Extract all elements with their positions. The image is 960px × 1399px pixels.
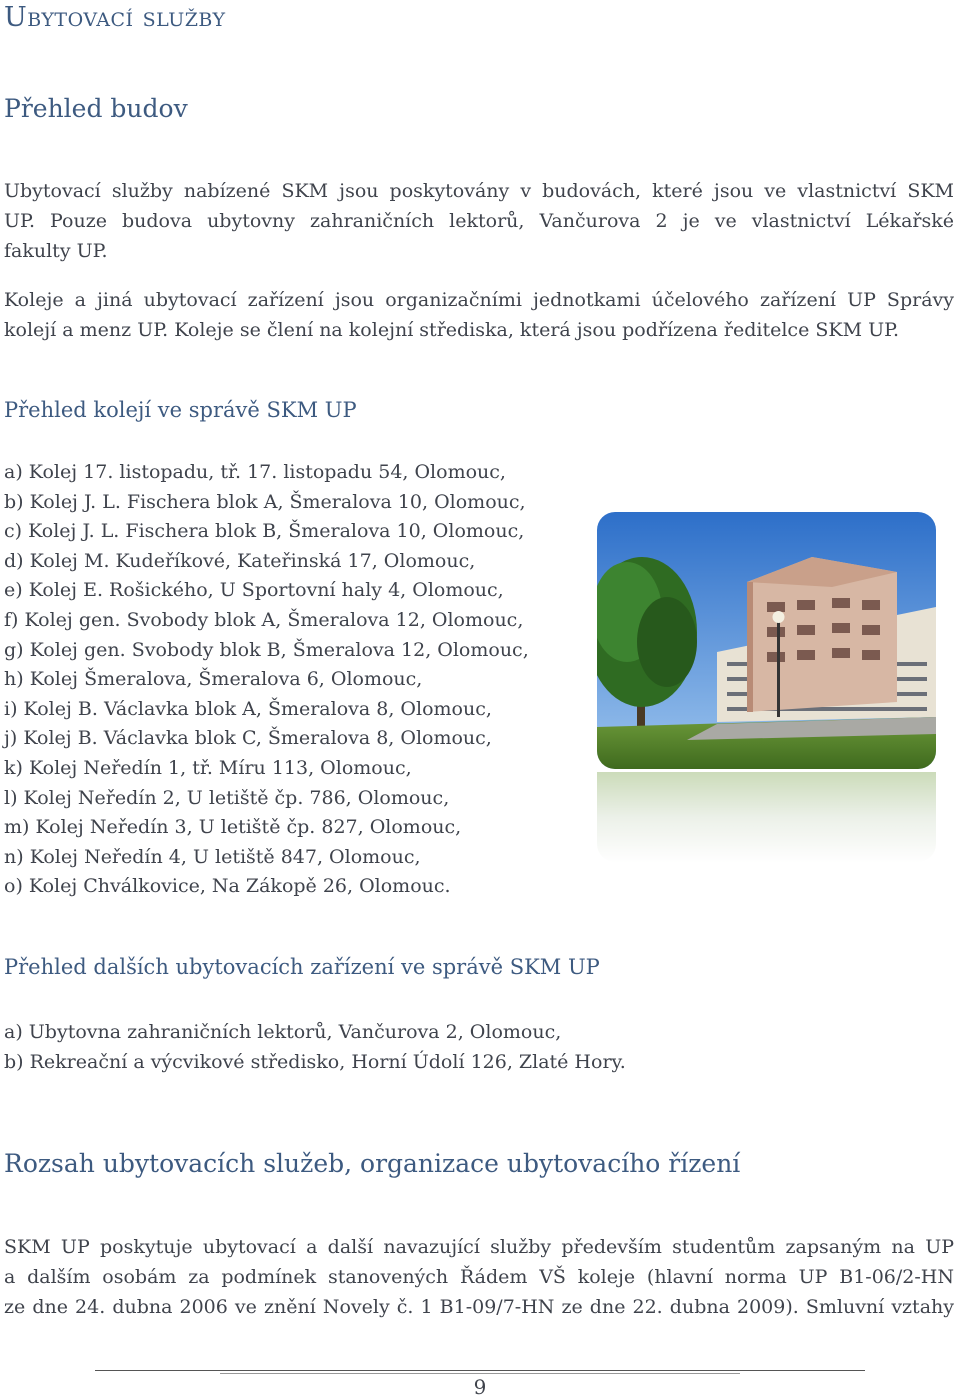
paragraph-line: a dalším osobám za podmínek stanovených Řádem VŠ koleje (hlavní norma UP B1-06/2-HN: [4, 1266, 954, 1288]
paragraph-organization: [4, 285, 954, 345]
list-item: g) Kolej gen. Svobody blok B, Šmeralova 12, Olomouc,: [4, 638, 529, 661]
list-item: j) Kolej B. Václavka blok C, Šmeralova 8, Olomouc,: [4, 727, 492, 750]
dormitory-list: [4, 458, 529, 902]
list-item: i) Kolej B. Václavka blok A, Šmeralova 8, Olomouc,: [4, 697, 492, 720]
list-item: k) Kolej Neředín 1, tř. Míru 113, Olomouc,: [4, 756, 412, 779]
paragraph-line: kolejí a menz UP. Koleje se člení na kolejní střediska, která jsou podřízena ředitelce SKM UP.: [4, 319, 900, 341]
list-item: b) Kolej J. L. Fischera blok A, Šmeralova 10, Olomouc,: [4, 490, 526, 513]
section-title-dormitories: Přehled kolejí ve správě SKM UP: [4, 398, 357, 422]
list-item: a) Kolej 17. listopadu, tř. 17. listopadu 54, Olomouc,: [4, 461, 506, 483]
footer-divider: [95, 1370, 865, 1371]
paragraph-scope: [4, 1232, 954, 1322]
paragraph-line: Koleje a jiná ubytovací zařízení jsou organizačními jednotkami účelového zařízení UP Správy: [4, 289, 954, 311]
section-title-scope: Rozsah ubytovacích služeb, organizace ubytovacího řízení: [4, 1149, 741, 1178]
page-heading: Ubytovací služby: [4, 2, 226, 33]
paragraph-ownership: [4, 176, 954, 266]
list-item: a) Ubytovna zahraničních lektorů, Vančurova 2, Olomouc,: [4, 1021, 562, 1043]
paragraph-line: fakulty UP.: [4, 240, 108, 262]
list-item: b) Rekreační a výcvikové středisko, Horní Údolí 126, Zlaté Hory.: [4, 1050, 626, 1073]
paragraph-line: SKM UP poskytuje ubytovací a další navazující služby především studentům zapsaným na UP: [4, 1236, 954, 1258]
list-item: e) Kolej E. Rošického, U Sportovní haly 4, Olomouc,: [4, 579, 504, 602]
page-number: 9: [473, 1375, 487, 1399]
list-item: m) Kolej Neředín 3, U letiště čp. 827, Olomouc,: [4, 816, 462, 839]
paragraph-line: UP. Pouze budova ubytovny zahraničních lektorů, Vančurova 2 je ve vlastnictví Lékařské: [4, 210, 954, 232]
footer-divider-secondary: [220, 1373, 740, 1374]
paragraph-line: ze dne 24. dubna 2006 ve znění Novely č. 1 B1-09/7-HN ze dne 22. dubna 2009). Smluvní vztahy: [4, 1296, 954, 1318]
list-item: l) Kolej Neředín 2, U letiště čp. 786, Olomouc,: [4, 786, 450, 809]
paragraph-line: Ubytovací služby nabízené SKM jsou poskytovány v budovách, které jsou ve vlastnictví SKM: [4, 180, 954, 202]
list-item: c) Kolej J. L. Fischera blok B, Šmeralova 10, Olomouc,: [4, 520, 525, 543]
dormitory-building-photo: [597, 512, 936, 769]
list-item: f) Kolej gen. Svobody blok A, Šmeralova 12, Olomouc,: [4, 608, 524, 631]
facility-list: [4, 1018, 626, 1077]
list-item: h) Kolej Šmeralova, Šmeralova 6, Olomouc,: [4, 668, 423, 691]
section-title-buildings: Přehled budov: [4, 94, 188, 123]
section-title-other-facilities: Přehled dalších ubytovacích zařízení ve správě SKM UP: [4, 955, 600, 979]
list-item: o) Kolej Chválkovice, Na Zákopě 26, Olomouc.: [4, 875, 451, 898]
photo-reflection: [597, 772, 936, 862]
list-item: n) Kolej Neředín 4, U letiště 847, Olomouc,: [4, 845, 421, 868]
list-item: d) Kolej M. Kudeříkové, Kateřinská 17, Olomouc,: [4, 549, 476, 572]
